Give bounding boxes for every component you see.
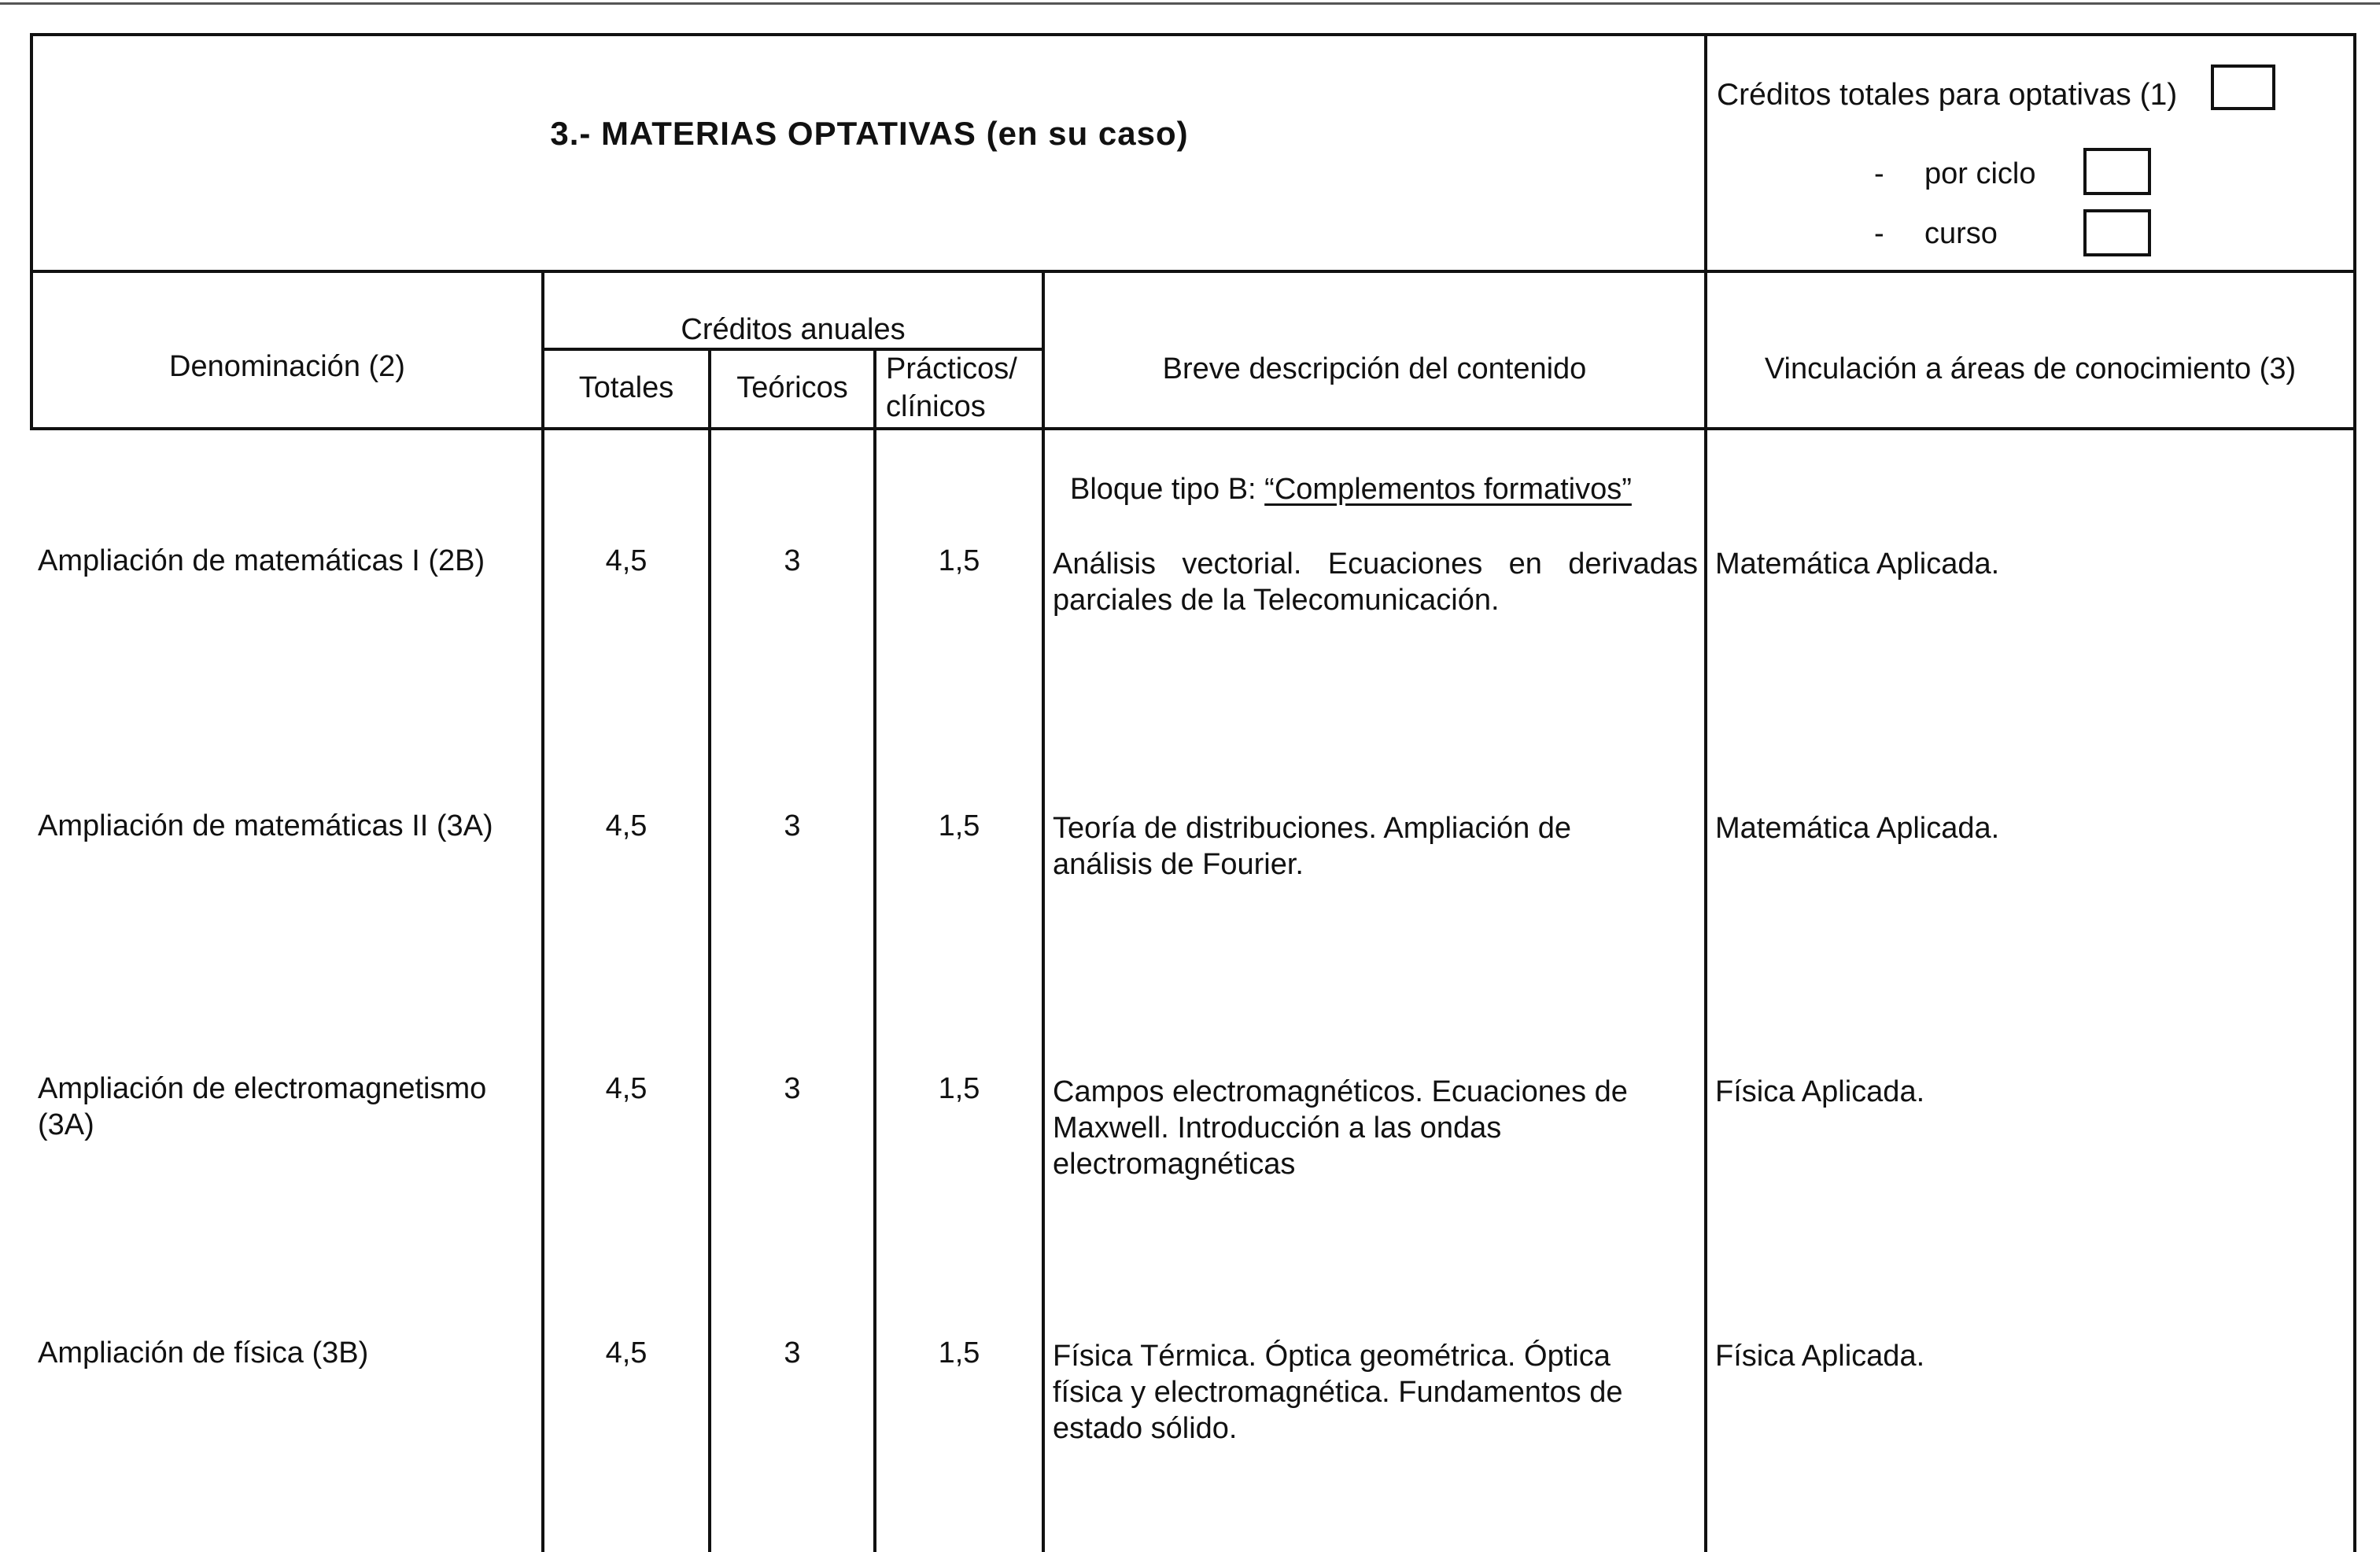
row-practicos: 1,5 xyxy=(938,1072,980,1105)
header-teoricos: Teóricos xyxy=(736,371,848,404)
credits-total-box[interactable] xyxy=(2211,65,2275,110)
row-teoricos: 3 xyxy=(784,1336,801,1370)
per-cycle-dash: - xyxy=(1874,157,1884,190)
row-area: Física Aplicada. xyxy=(1715,1340,1925,1373)
row-teoricos: 3 xyxy=(784,1072,801,1105)
row-teoricos: 3 xyxy=(784,544,801,577)
header-divider xyxy=(1704,33,1707,273)
header-bottom-border xyxy=(30,270,2356,273)
header-totales: Totales xyxy=(578,371,674,404)
row-name: Ampliación de electromagnetismo (3A) xyxy=(38,1072,487,1141)
block-label-prefix: Bloque tipo B: xyxy=(1070,473,1265,506)
header-practicos-line2: clínicos xyxy=(886,390,986,423)
row-totales: 4,5 xyxy=(605,544,648,577)
header-creditos-anuales: Créditos anuales xyxy=(681,313,906,346)
row-descripcion: Campos electromagnéticos. Ecuaciones de Maxwell. Introducción a las ondas electromagnéticas xyxy=(1053,1075,1628,1181)
row-totales: 4,5 xyxy=(605,1336,648,1370)
col-divider-teoricos xyxy=(873,348,876,1552)
per-cycle-box[interactable] xyxy=(2083,148,2151,195)
section-title: 3.- MATERIAS OPTATIVAS (en su caso) xyxy=(550,115,1189,152)
header-descripcion: Breve descripción del contenido xyxy=(1162,352,1587,385)
course-label: curso xyxy=(1924,217,1998,250)
credits-total-label: Créditos totales para optativas (1) xyxy=(1717,78,2178,112)
row-name: Ampliación de física (3B) xyxy=(38,1336,369,1370)
col-divider-descripcion xyxy=(1704,270,1707,1552)
col-divider-practicos xyxy=(1042,270,1045,1552)
course-dash: - xyxy=(1874,217,1884,250)
row-practicos: 1,5 xyxy=(938,544,980,577)
row-area: Física Aplicada. xyxy=(1715,1075,1925,1108)
block-label-name: “Complementos formativos” xyxy=(1264,473,1632,506)
row-descripcion: Análisis vectorial. Ecuaciones en derivadas parciales de la Telecomunicación. xyxy=(1053,547,1698,617)
table-top-border xyxy=(30,33,2356,36)
col-divider-totales xyxy=(708,348,711,1552)
row-descripcion: Teoría de distribuciones. Ampliación de análisis de Fourier. xyxy=(1053,812,1572,881)
row-name: Ampliación de matemáticas II (3A) xyxy=(38,809,493,842)
header-vinculacion: Vinculación a áreas de conocimiento (3) xyxy=(1764,352,2297,385)
row-teoricos: 3 xyxy=(784,809,801,842)
table-right-border xyxy=(2353,33,2356,1552)
block-label xyxy=(1070,471,1632,507)
row-totales: 4,5 xyxy=(605,1072,648,1105)
row-name: Ampliación de matemáticas I (2B) xyxy=(38,544,485,577)
row-totales: 4,5 xyxy=(605,809,648,842)
row-practicos: 1,5 xyxy=(938,809,980,842)
row-practicos: 1,5 xyxy=(938,1336,980,1370)
header-practicos-line1: Prácticos/ xyxy=(886,352,1017,385)
per-cycle-label: por ciclo xyxy=(1924,157,2036,190)
header-denominacion: Denominación (2) xyxy=(169,350,405,383)
top-rule xyxy=(0,2,2380,5)
course-box[interactable] xyxy=(2083,209,2151,256)
row-area: Matemática Aplicada. xyxy=(1715,812,2000,845)
row-area: Matemática Aplicada. xyxy=(1715,547,2000,581)
column-header-bottom-border xyxy=(30,427,2356,430)
row-descripcion: Física Térmica. Óptica geométrica. Óptica física y electromagnética. Fundamentos de estado sólido. xyxy=(1053,1340,1623,1445)
